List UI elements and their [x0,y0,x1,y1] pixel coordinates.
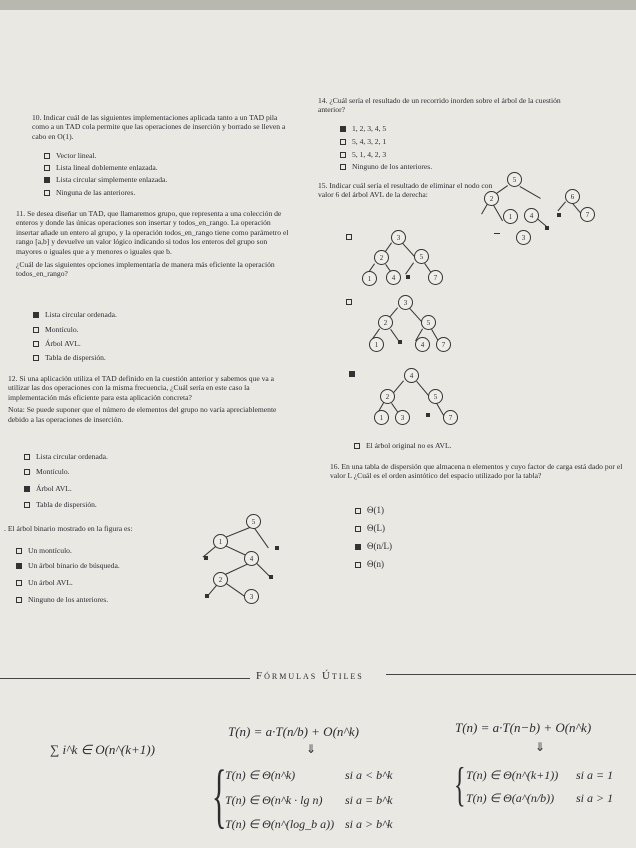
tree-node: 7 [436,337,451,352]
tree-node: 2 [484,191,499,206]
tree-node: 5 [246,514,261,529]
q15-option-d[interactable] [354,441,452,450]
case-1-cond: si a < b^k [345,768,393,782]
tree-node: 7 [443,410,458,425]
q15-number: 15. [318,181,328,190]
checkbox[interactable] [340,139,346,145]
question-11 [16,209,290,279]
q15-option-c-checkbox-marked[interactable] [349,371,355,377]
q14-option-4[interactable] [340,162,432,171]
option-label: 1, 2, 3, 4, 5 [352,124,387,133]
dash [494,233,500,234]
checkbox[interactable] [340,164,346,170]
q16-text: En una tabla de dispersión que almacena n elementos y cuyo factor de carga está dado por el valor L ¿Cuál es el orden asintótico del espacio utilizado por la tabla? [330,462,623,481]
divider-right [386,674,636,675]
tree-node: 4 [404,368,419,383]
tree-node: 7 [580,207,595,222]
null-leaf [557,213,561,217]
question-15 [318,181,496,200]
q16-option-3[interactable] [355,542,392,551]
q15-option-b-checkbox[interactable] [346,299,352,305]
null-leaf [275,546,279,550]
tree-node: 2 [380,389,395,404]
checkbox[interactable] [44,190,50,196]
case-1-expr: T(n) ∈ Θ(n^k) [225,768,296,782]
option-label: Θ(n/L) [367,541,392,551]
q14-number: 14. [318,96,328,105]
q16-option-1[interactable] [355,506,384,515]
q13-option-3[interactable] [16,578,73,587]
option-label: Árbol AVL. [36,484,72,493]
brace-right: { [454,760,466,812]
tree-node: 1 [369,337,384,352]
case-2 [225,793,393,808]
q14-option-1[interactable] [340,124,386,133]
tree-node: 6 [565,189,580,204]
case-2-cond: si a = b^k [345,793,393,807]
tree-node: 3 [516,230,531,245]
q12-note: Nota: Se puede suponer que el número de elementos del grupo no varía apreciablemente debido a las operaciones de inserción. [8,405,277,424]
formulas-heading: Fórmulas Útiles [256,670,364,682]
option-label: Lista circular ordenada. [45,310,117,319]
q11-option-1[interactable] [33,310,117,319]
tree-node: 1 [213,534,228,549]
null-leaf [204,556,208,560]
tree-node: 4 [524,208,539,223]
checkbox[interactable] [16,597,22,603]
option-label: Θ(n) [367,559,384,569]
q12-text: Si una aplicación utiliza el TAD definido en la cuestión anterior y sabemos que va a utilizar las dos operaciones con la misma frecuencia, ¿Cuál sería en este caso la implementación más eficiente para esta aplicación concreta? [8,374,275,402]
null-leaf [205,594,209,598]
checkbox[interactable] [24,502,30,508]
q10-option-1[interactable] [44,151,96,160]
q15-text: Indicar cuál sería el resultado de eliminar el nodo con valor 6 del árbol AVL de la derecha: [318,181,493,200]
q16-option-4[interactable] [355,560,384,569]
q13-number: . [4,524,6,533]
tree-node: 1 [374,410,389,425]
q13-option-1[interactable] [16,546,72,555]
checkbox[interactable] [44,153,50,159]
q12-option-3[interactable] [24,484,72,493]
case-4 [466,768,614,783]
question-10 [32,113,288,141]
tree-node: 5 [428,389,443,404]
q16-number: 16. [330,462,340,471]
checkbox[interactable] [355,562,361,568]
q11-question: ¿Cuál de las siguientes opciones implementaría de manera más eficiente la operación todos_en_rango? [16,260,275,279]
q15-option-a-checkbox[interactable] [346,234,352,240]
option-label: 5, 4, 3, 2, 1 [352,137,387,146]
checkbox-marked[interactable] [33,312,39,318]
option-label: El árbol original no es AVL. [366,441,452,450]
q14-text: ¿Cuál sería el resultado de un recorrido inorden sobre el árbol de la cuestión anterior? [318,96,561,115]
case-2-expr: T(n) ∈ Θ(n^k · lg n) [225,793,323,807]
question-13 [4,524,204,533]
tree-node: 1 [503,209,518,224]
case-4-expr: T(n) ∈ Θ(n^(k+1)) [466,768,559,782]
recurrence-division: T(n) = a·T(n/b) + O(n^k) [228,724,359,739]
option-label: Un árbol binario de búsqueda. [28,561,120,570]
checkbox[interactable] [355,526,361,532]
tree-node: 3 [244,589,259,604]
question-12 [8,374,292,424]
null-leaf [545,226,549,230]
option-label: Lista circular ordenada. [36,452,108,461]
tree-node: 5 [421,315,436,330]
option-label: Θ(1) [367,505,384,515]
tree-node: 7 [428,270,443,285]
case-3-expr: T(n) ∈ Θ(n^(log_b a)) [225,817,335,831]
null-leaf [426,413,430,417]
null-leaf [406,275,410,279]
q10-option-3[interactable] [44,175,167,184]
checkbox[interactable] [33,341,39,347]
checkbox[interactable] [16,580,22,586]
option-label: Un montículo. [28,546,72,555]
tree-node: 4 [415,337,430,352]
question-14 [318,96,580,115]
checkbox-marked[interactable] [24,486,30,492]
tree-node: 3 [391,230,406,245]
option-label: Tabla de dispersión. [45,353,106,362]
null-leaf [269,575,273,579]
q10-number: 10. [32,113,42,122]
q10-text: Indicar cuál de las siguientes implementaciones aplicada tanto a un TAD pila como a un TAD cola permite que las operaciones de inserción y borrado se lleven a cabo en O(1). [32,113,286,141]
option-label: Vector lineal. [56,151,97,160]
checkbox[interactable] [16,548,22,554]
tree-node: 5 [414,249,429,264]
checkbox-marked[interactable] [44,177,50,183]
case-4-cond: si a = 1 [576,768,614,782]
arrow-down-icon: ⇓ [535,740,546,754]
arrow-down-icon: ⇓ [306,742,317,756]
option-label: Ninguno de los anteriores. [28,595,109,604]
case-5-expr: T(n) ∈ Θ(a^(n/b)) [466,791,555,805]
tree-node: 2 [378,315,393,330]
checkbox[interactable] [354,443,360,449]
option-label: 5, 1, 4, 2, 3 [352,150,387,159]
q11-text: Se desea diseñar un TAD, que llamaremos grupo, que representa a una colección de enteros y donde las únicas operaciones son insertar y todos_en_rango. La operación insertar añade un entero al grupo, y la operación todos_en_rango tiene como parámetro el rango [a,b] y devuelve un valor lógico indicando si todos los enteros del grupo son mayores o iguales que a y menores o iguales que b. [16,209,289,256]
tree-node: 5 [507,172,522,187]
sum-formula: ∑ i^k ∈ O(n^(k+1)) [50,742,155,757]
q14-option-3[interactable] [340,150,386,159]
checkbox[interactable] [24,469,30,475]
checkbox[interactable] [340,152,346,158]
recurrence-subtraction: T(n) = a·T(n−b) + O(n^k) [455,720,592,735]
tree-node: 1 [362,271,377,286]
case-3 [225,817,393,832]
brace-left: { [212,757,227,837]
checkbox[interactable] [24,454,30,460]
tree-node: 4 [244,551,259,566]
checkbox-marked[interactable] [355,544,361,550]
q12-option-4[interactable] [24,500,97,509]
q11-option-3[interactable] [33,339,81,348]
option-label: Tabla de dispersión. [36,500,97,509]
q11-option-2[interactable] [33,325,79,334]
q13-text: El árbol binario mostrado en la figura es: [7,524,133,533]
q12-number: 12. [8,374,18,383]
checkbox[interactable] [44,165,50,171]
case-1 [225,768,393,783]
option-label: Un árbol AVL. [28,578,73,587]
q10-option-2[interactable] [44,163,158,172]
checkbox[interactable] [355,508,361,514]
option-label: Montículo. [36,467,70,476]
q11-option-4[interactable] [33,353,106,362]
q12-option-2[interactable] [24,467,70,476]
option-label: Lista circular simplemente enlazada. [56,175,168,184]
case-3-cond: si a > b^k [345,817,393,831]
tree-node: 3 [398,295,413,310]
q12-option-1[interactable] [24,452,108,461]
null-leaf [398,340,402,344]
checkbox-marked[interactable] [340,126,346,132]
q16-option-2[interactable] [355,524,385,533]
option-label: Lista lineal doblemente enlazada. [56,163,158,172]
checkbox-marked[interactable] [16,563,22,569]
option-label: Θ(L) [367,523,385,533]
option-label: Ninguna de las anteriores. [56,188,136,197]
option-label: Montículo. [45,325,79,334]
checkbox[interactable] [33,327,39,333]
option-label: Ninguno de los anteriores. [352,162,433,171]
option-label: Árbol AVL. [45,339,81,348]
divider-left [0,678,250,679]
q14-option-2[interactable] [340,137,386,146]
case-5 [466,791,614,806]
q11-number: 11. [16,209,26,218]
tree-node: 4 [386,270,401,285]
question-16 [330,462,630,481]
q10-option-4[interactable] [44,188,135,197]
tree-node: 2 [374,250,389,265]
checkbox[interactable] [33,355,39,361]
tree-node: 3 [395,410,410,425]
q13-option-2[interactable] [16,561,120,570]
tree-node: 2 [213,572,228,587]
case-5-cond: si a > 1 [576,791,614,805]
q13-option-4[interactable] [16,595,108,604]
